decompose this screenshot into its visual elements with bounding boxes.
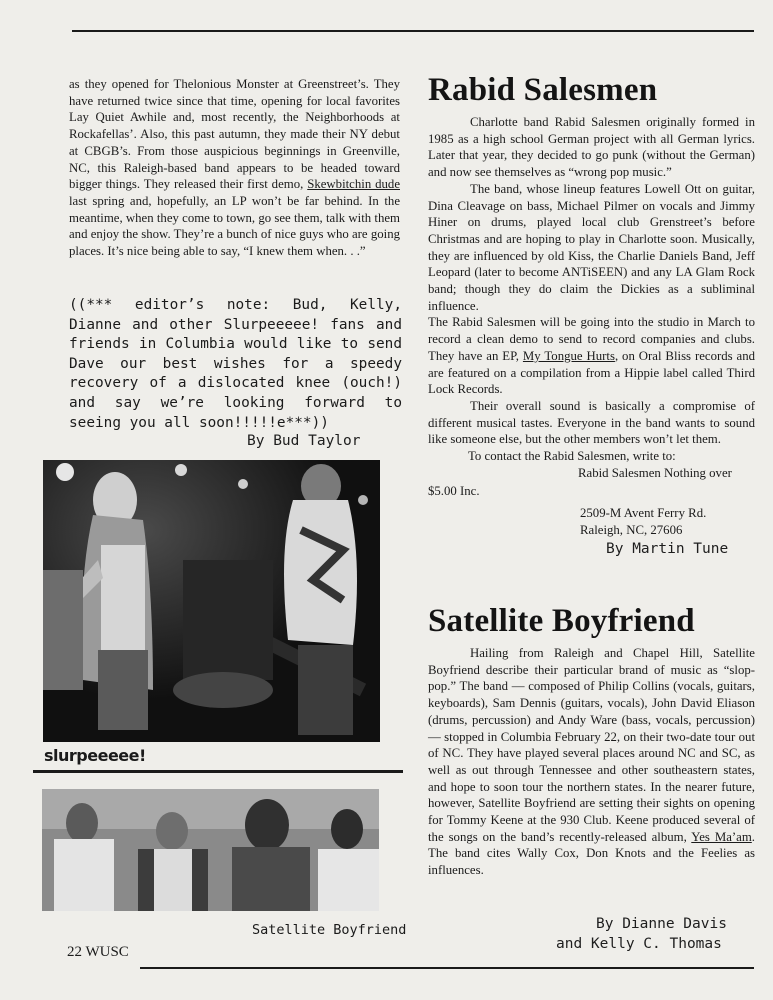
continued-article-text: as they opened for Thelonious Monster at Greenstreet’s. They have returned twice since that time, opening for local favorites Lay Quiet Awhile and, most recently, the Neighborhoods at Rockafellas’. Also, this past autumn, they made their NY debut at CBGB’s. From those auspicious beginnings in Greenville, NC, this Raleigh-based band appears to be headed toward bigger things. They released their first demo, (69, 77, 400, 192)
continued-article-text-2: last spring and, hopefully, an LP won’t be far behind. In the meantime, when they come to town, go see them, talk with them and enjoy the show. They’re a bunch of nice guys who are going places. It’s nice being able to say, “I knew them when. . .” (69, 193, 400, 259)
satellite-paragraph-1-start: Hailing from Raleigh and Chapel Hill, Satellite Boyfriend describe their particular brand of music as “slop-pop.” The band — composed of Philip Collins (vocals, guitars, keyboards), Sam Dennis (guitars, vocals), John David Eliason (drums, percussion) and Andy Ware (bass, vocals, percussion) — stopped in Columbia February 22, on their two-date tour out of NC. They have played several places around NC and SC, as well as out through Tennessee and other southeastern states, and hope to soon tour the northern states. In the nearer future, however, Satellite Boyfriend are setting their sights on opening for Tommy Keene at the 930 Club. Keene produced several of the songs on the band’s recently-released album, (428, 646, 755, 844)
rabid-salesmen-body (428, 114, 755, 500)
satellite-paragraph-1-end: . The band cites Wally Cox, Don Knots and the Feelies as influences. (428, 829, 755, 878)
satellite-boyfriend-caption: Satellite Boyfriend (252, 922, 407, 938)
bottom-rule (140, 967, 754, 969)
band-portrait-graphic (42, 789, 379, 911)
page-label: 22 WUSC (67, 944, 129, 960)
rabid-paragraph-2: The band, whose lineup features Lowell Ott on guitar, Dina Cleavage on bass, Michael Pilmer on vocals and Jimmy Hiner on drums, played local club Grenstreet’s before Christmas and are hoping to play in Charlotte soon. Musically, they are influenced by old Kiss, the Charlie Daniels Band, Jeff Leopard (later to become ANTiSEEN) and any LA Glam Rock band; though they do claim the Dickies as a subliminal influence. (428, 181, 755, 313)
byline-kelly-thomas: and Kelly C. Thomas (556, 936, 722, 952)
byline-bud-taylor: By Bud Taylor (247, 433, 361, 449)
slurpeeeee-caption: slurpeeeee! (44, 746, 146, 765)
satellite-boyfriend-band-photo (42, 789, 379, 911)
rabid-paragraph-3-end: , on Oral Bliss records and are featured on a compilation from a Hippie label called Third Lock Records. (428, 348, 755, 397)
concert-photo-graphic (43, 460, 380, 742)
rabid-address-city: Raleigh, NC, 27606 (580, 523, 683, 537)
slurpeeeee-band-photo (43, 460, 380, 742)
rabid-paragraph-1: Charlotte band Rabid Salesmen originally formed in 1985 as a high school German project with all German lyrics. Later that year, they decided to go punk (without the German) and now see themselves as “wrong pop music.” (428, 115, 755, 180)
editor-note: ((*** editor’s note: Bud, Kelly, Dianne and other Slurpeeeee! fans and friends in Columbia would like to send Dave our best wishes for a speedy recovery of a dislocated knee (ouch!) and say we’re looking forward to seeing you all soon!!!!!e***)) (69, 297, 402, 431)
ep-title: My Tongue Hurts (522, 348, 615, 363)
rabid-contact-line1: Rabid Salesmen Nothing over (578, 465, 732, 480)
album-title: Yes Ma’am (691, 829, 752, 844)
demo-title: Skewbitchin dude (307, 177, 400, 192)
byline-martin-tune: By Martin Tune (606, 541, 729, 557)
top-rule (72, 30, 754, 32)
rabid-paragraph-3-start: The Rabid Salesmen will be going into the studio in March to record a clean demo to send to record companies and clubs. They have an EP, (428, 315, 755, 363)
satellite-boyfriend-headline: Satellite Boyfriend (428, 603, 695, 639)
rabid-address-street: 2509-M Avent Ferry Rd. (580, 506, 707, 520)
rabid-paragraph-4: Their overall sound is basically a compromise of different musical tastes. Everyone in the band wants to sound like someone else, but the other members won’t let them. (428, 398, 755, 447)
rabid-salesmen-headline: Rabid Salesmen (428, 72, 658, 108)
rabid-paragraph-3 (428, 314, 755, 398)
rabid-contact-intro: To contact the Rabid Salesmen, write to: (468, 449, 676, 464)
satellite-boyfriend-body (428, 645, 755, 879)
photo-divider-rule (33, 770, 403, 773)
satellite-paragraph-1 (428, 645, 755, 879)
byline-dianne-davis: By Dianne Davis (596, 916, 727, 932)
rabid-contact-line2: $5.00 Inc. (428, 484, 480, 499)
left-column-text (69, 76, 400, 260)
